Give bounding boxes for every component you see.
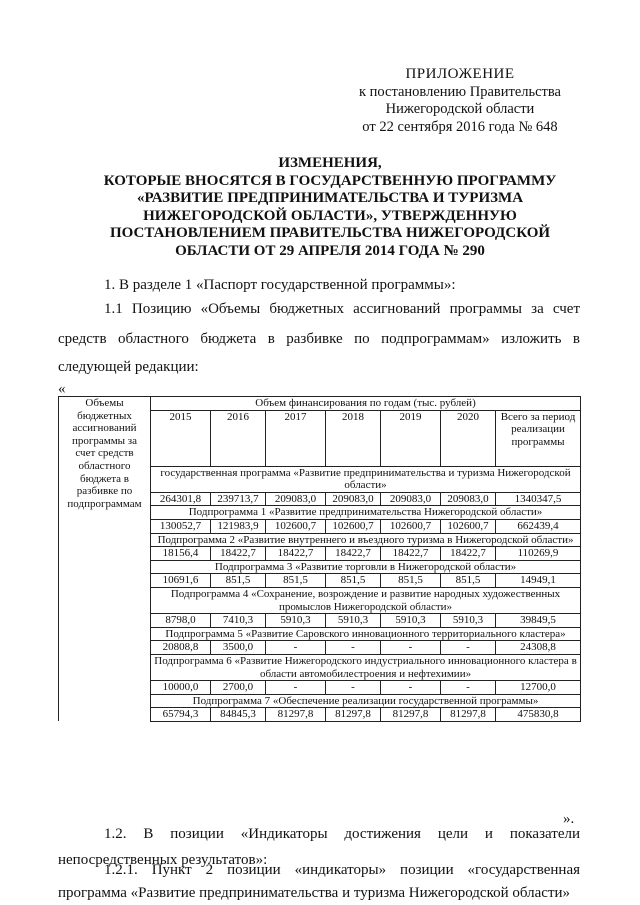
section-title: Подпрограмма 1 «Развитие предпринимательства Нижегородской области» — [151, 506, 581, 520]
value-cell: 12700,0 — [496, 681, 581, 695]
paragraph-4-line: программа «Развитие предпринимательства и туризма Нижегородской области» — [58, 885, 571, 901]
value-cell: 20808,8 — [151, 641, 211, 655]
value-cell: 5910,3 — [441, 614, 496, 628]
year-cell: 2018 — [326, 410, 381, 466]
value-cell: 209083,0 — [381, 492, 441, 506]
value-cell: 18422,7 — [266, 547, 326, 561]
value-cell: - — [266, 641, 326, 655]
value-cell: 14949,1 — [496, 574, 581, 588]
value-cell: 209083,0 — [441, 492, 496, 506]
value-cell: 65794,3 — [151, 708, 211, 722]
value-cell: 851,5 — [381, 574, 441, 588]
value-cell: 239713,7 — [211, 492, 266, 506]
year-cell: 2020 — [441, 410, 496, 466]
appendix-block — [330, 66, 590, 136]
value-cell: - — [381, 681, 441, 695]
value-cell: 209083,0 — [266, 492, 326, 506]
side-label: Объемы бюджетных ассигнований программы за счет средств областного бюджета в разбивке по подпрограммам — [59, 397, 151, 722]
value-cell: 81297,8 — [441, 708, 496, 722]
table-header: Объем финансирования по годам (тыс. рублей) — [151, 397, 581, 411]
value-cell: 851,5 — [266, 574, 326, 588]
value-cell: 81297,8 — [326, 708, 381, 722]
value-cell: 3500,0 — [211, 641, 266, 655]
paragraph-1: 1. В разделе 1 «Паспорт государственной программы»: — [104, 277, 456, 293]
section-title: Подпрограмма 6 «Развитие Нижегородского индустриального инновационного кластера в области автомобилестроения и нефтехимии» — [151, 654, 581, 680]
value-cell: 851,5 — [326, 574, 381, 588]
value-cell: 102600,7 — [441, 519, 496, 533]
value-cell: 121983,9 — [211, 519, 266, 533]
value-cell: 851,5 — [211, 574, 266, 588]
value-cell: 110269,9 — [496, 547, 581, 561]
value-cell: 5910,3 — [266, 614, 326, 628]
paragraph-2-line: следующей редакции: — [58, 359, 199, 375]
value-cell: 1340347,5 — [496, 492, 581, 506]
section-title: Подпрограмма 7 «Обеспечение реализации государственной программы» — [151, 694, 581, 708]
section-title: Подпрограмма 4 «Сохранение, возрождение и развитие народных художественных промыслов Нижегородской области» — [151, 587, 581, 613]
paragraph-3-line: 1.2. В позиции «Индикаторы достижения цели и показатели — [104, 826, 580, 842]
title-line: КОТОРЫЕ ВНОСЯТСЯ В ГОСУДАРСТВЕННУЮ ПРОГРАММУ — [103, 172, 557, 189]
value-cell: 102600,7 — [266, 519, 326, 533]
value-cell: 81297,8 — [381, 708, 441, 722]
appendix-line: Нижегородской области — [385, 101, 535, 117]
total-header-cell: Всего за период реализации программы — [496, 410, 581, 466]
paragraph-2-line: 1.1 Позицию «Объемы бюджетных ассигнований программы за счет — [104, 301, 580, 317]
appendix-heading: ПРИЛОЖЕНИЕ — [405, 66, 515, 82]
value-cell: 209083,0 — [326, 492, 381, 506]
value-cell: 102600,7 — [326, 519, 381, 533]
financing-table — [58, 396, 581, 722]
section-title: государственная программа «Развитие предпринимательства и туризма Нижегородской области» — [151, 466, 581, 492]
value-cell: - — [326, 641, 381, 655]
value-cell: - — [266, 681, 326, 695]
value-cell: 8798,0 — [151, 614, 211, 628]
value-cell: - — [381, 641, 441, 655]
year-cell: 2019 — [381, 410, 441, 466]
value-cell: 5910,3 — [381, 614, 441, 628]
year-cell: 2016 — [211, 410, 266, 466]
appendix-line: к постановлению Правительства — [359, 83, 561, 100]
value-cell: 24308,8 — [496, 641, 581, 655]
value-cell: 662439,4 — [496, 519, 581, 533]
paragraph-2-line: средств областного бюджета в разбивке по подпрограммам» изложить в — [58, 331, 580, 347]
value-cell: 84845,3 — [211, 708, 266, 722]
value-cell: 39849,5 — [496, 614, 581, 628]
paragraph-4-line: 1.2.1. Пункт 2 позиции «индикаторы» позиции «государственная — [104, 862, 580, 878]
value-cell: 264301,8 — [151, 492, 211, 506]
section-title: Подпрограмма 2 «Развитие внутреннего и въездного туризма в Нижегородской области» — [151, 533, 581, 547]
value-cell: - — [326, 681, 381, 695]
title-line: ПОСТАНОВЛЕНИЕМ ПРАВИТЕЛЬСТВА НИЖЕГОРОДСКОЙ — [109, 225, 551, 241]
paragraph-3-line: непосредственных результатов»: — [58, 852, 268, 868]
section-title: Подпрограмма 3 «Развитие торговли в Нижегородской области» — [151, 560, 581, 574]
value-cell: 2700,0 — [211, 681, 266, 695]
value-cell: 18422,7 — [441, 547, 496, 561]
section-title: Подпрограмма 5 «Развитие Саровского инновационного территориального кластера» — [151, 627, 581, 641]
title-line: ОБЛАСТИ ОТ 29 АПРЕЛЯ 2014 ГОДА № 290 — [175, 242, 485, 259]
value-cell: 7410,3 — [211, 614, 266, 628]
value-cell: 18156,4 — [151, 547, 211, 561]
value-cell: 10691,6 — [151, 574, 211, 588]
value-cell: 475830,8 — [496, 708, 581, 722]
value-cell: 5910,3 — [326, 614, 381, 628]
quote-open: « — [58, 381, 66, 397]
value-cell: 10000,0 — [151, 681, 211, 695]
year-cell: 2017 — [266, 410, 326, 466]
quote-close: ». — [563, 811, 575, 827]
value-cell: - — [441, 681, 496, 695]
title-line: ИЗМЕНЕНИЯ, — [278, 155, 382, 171]
value-cell: 18422,7 — [326, 547, 381, 561]
value-cell: 102600,7 — [381, 519, 441, 533]
value-cell: 130052,7 — [151, 519, 211, 533]
value-cell: 81297,8 — [266, 708, 326, 722]
value-cell: 18422,7 — [381, 547, 441, 561]
title-line: «РАЗВИТИЕ ПРЕДПРИНИМАТЕЛЬСТВА И ТУРИЗМА — [136, 190, 524, 206]
value-cell: 18422,7 — [211, 547, 266, 561]
value-cell: - — [441, 641, 496, 655]
title-line: НИЖЕГОРОДСКОЙ ОБЛАСТИ», УТВЕРЖДЕННУЮ — [143, 207, 517, 224]
appendix-line: от 22 сентября 2016 года № 648 — [362, 118, 558, 135]
document-title — [40, 155, 620, 260]
value-cell: 851,5 — [441, 574, 496, 588]
year-cell: 2015 — [151, 410, 211, 466]
